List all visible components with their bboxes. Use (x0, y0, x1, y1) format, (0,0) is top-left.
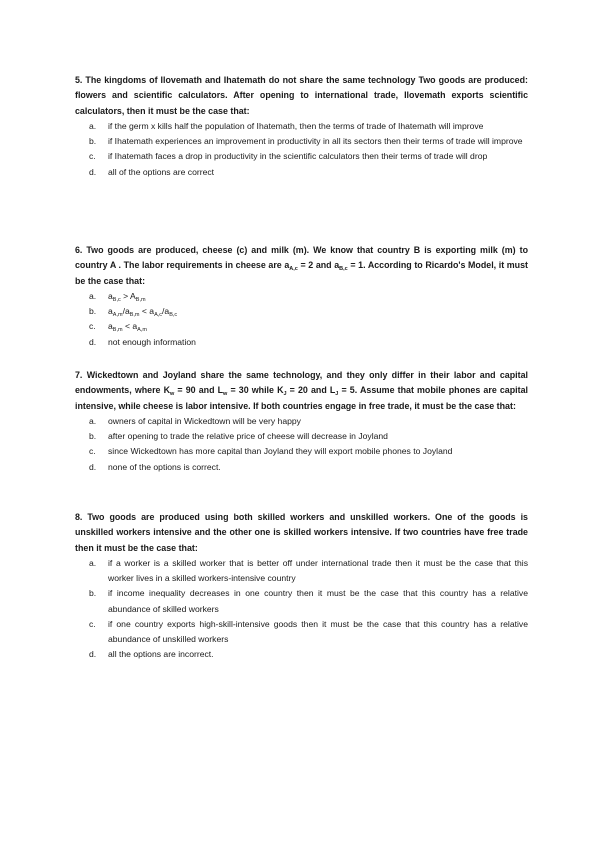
question-8-option-c[interactable] (75, 617, 528, 647)
question-5-stem: 5. The kingdoms of Ilovemath and Ihatemath do not share the same technology Two goods are produced: flowers and scientific calculators. After opening to international trade, Ilovemath exports scientific calculators, then it must be the case that: (75, 75, 528, 116)
question-5-option-c[interactable] (75, 149, 528, 164)
option-text: all the options are incorrect. (108, 649, 214, 660)
question-7-option-d[interactable] (75, 460, 528, 475)
question-8-option-a[interactable] (75, 556, 528, 586)
option-letter: d. (89, 166, 97, 177)
option-text: if Ihatemath experiences an improvement in productivity in all its sectors then their terms of trade will improve (108, 136, 523, 147)
option-text: since Wickedtown has more capital than Joyland they will export mobile phones to Joyland (108, 446, 453, 457)
question-7-stem: 7. Wickedtown and Joyland share the same technology, and they only differ in their labor and capital endowments, where $K_w = 90$ and $L_w = 30$ while $K_J = 20$ and $L_J = 5$. Assume that mobile phones are capital intensive, while cheese is labor intensive. If both countries engage in free trade, it must be the case that: (75, 370, 528, 411)
option-text: owners of capital in Wickedtown will be very happy (108, 415, 301, 426)
option-letter: b. (89, 431, 97, 442)
option-formula: $a_{B,m} < a_{A,m}$ (108, 321, 147, 334)
question-8-option-d[interactable] (75, 647, 528, 662)
option-text: after opening to trade the relative price of cheese will decrease in Joyland (108, 431, 388, 442)
option-letter: c. (89, 151, 96, 162)
option-letter: c. (89, 618, 96, 629)
question-8 (75, 510, 528, 662)
question-5-option-b[interactable] (75, 134, 528, 149)
option-letter: a. (89, 290, 97, 301)
question-7-option-b[interactable] (75, 429, 528, 444)
question-6-option-b[interactable] (75, 304, 528, 319)
option-letter: c. (89, 446, 96, 457)
option-letter: b. (89, 306, 97, 317)
question-6-stem: 6. Two goods are produced, cheese (c) and milk (m). We know that country B is exporting milk (m) to country A . The labor requirements in cheese are $a_{A,c} = 2$ and $a_{B,c} = 1$. According to Ricardo's Model, it must be the case that: (75, 245, 528, 286)
question-8-stem: 8. Two goods are produced using both skilled workers and unskilled workers. One of the goods is unskilled workers intensive and the other one is skilled workers intensive. If two countries have free trade then it must be the case that: (75, 512, 528, 553)
option-text: not enough information (108, 336, 196, 347)
question-6-options (75, 289, 528, 350)
option-text: if a worker is a skilled worker that is better off under international trade then it must be the case that this worker lives in a skilled workers-intensive country (108, 557, 528, 584)
option-letter: b. (89, 136, 97, 147)
option-text: all of the options are correct (108, 166, 215, 177)
option-letter: a. (89, 120, 97, 131)
question-5-options (75, 119, 528, 180)
option-text: if one country exports high-skill-intensive goods then it must be the case that this country has a relative abundance of unskilled workers (108, 618, 528, 644)
question-5-option-d[interactable] (75, 165, 528, 180)
question-6-option-c[interactable] (75, 319, 528, 334)
option-text: if Ihatemath faces a drop in productivity in the scientific calculators then their terms of trade will drop (108, 151, 488, 162)
option-letter: b. (89, 588, 97, 599)
question-7-option-c[interactable] (75, 444, 528, 459)
question-7-option-a[interactable] (75, 414, 528, 429)
option-letter: a. (89, 415, 97, 426)
option-letter: d. (89, 649, 97, 660)
question-6-option-a[interactable] (75, 289, 528, 304)
question-5-option-a[interactable] (75, 119, 528, 134)
option-text: if income inequality decreases in one country then it must be the case that this country has a relative abundance of skilled workers (108, 588, 528, 614)
option-formula: $a_{A,m}/a_{B,m} < a_{A,c}/a_{B,c}$ (108, 306, 178, 319)
option-letter: d. (89, 336, 97, 347)
option-letter: d. (89, 461, 97, 472)
question-8-option-b[interactable] (75, 586, 528, 616)
question-5 (75, 73, 528, 180)
question-8-options (75, 556, 528, 662)
option-formula: $a_{B,c} > A_{B,m}$ (108, 290, 146, 303)
option-letter: c. (89, 321, 96, 332)
question-6-option-d[interactable] (75, 335, 528, 350)
option-letter: a. (89, 557, 97, 568)
question-7 (75, 368, 528, 475)
question-6 (75, 243, 528, 350)
option-text: if the germ x kills half the population of Ihatemath, then the terms of trade of Ihatemath will improve (108, 120, 484, 131)
question-7-options (75, 414, 528, 475)
option-text: none of the options is correct. (108, 461, 221, 472)
